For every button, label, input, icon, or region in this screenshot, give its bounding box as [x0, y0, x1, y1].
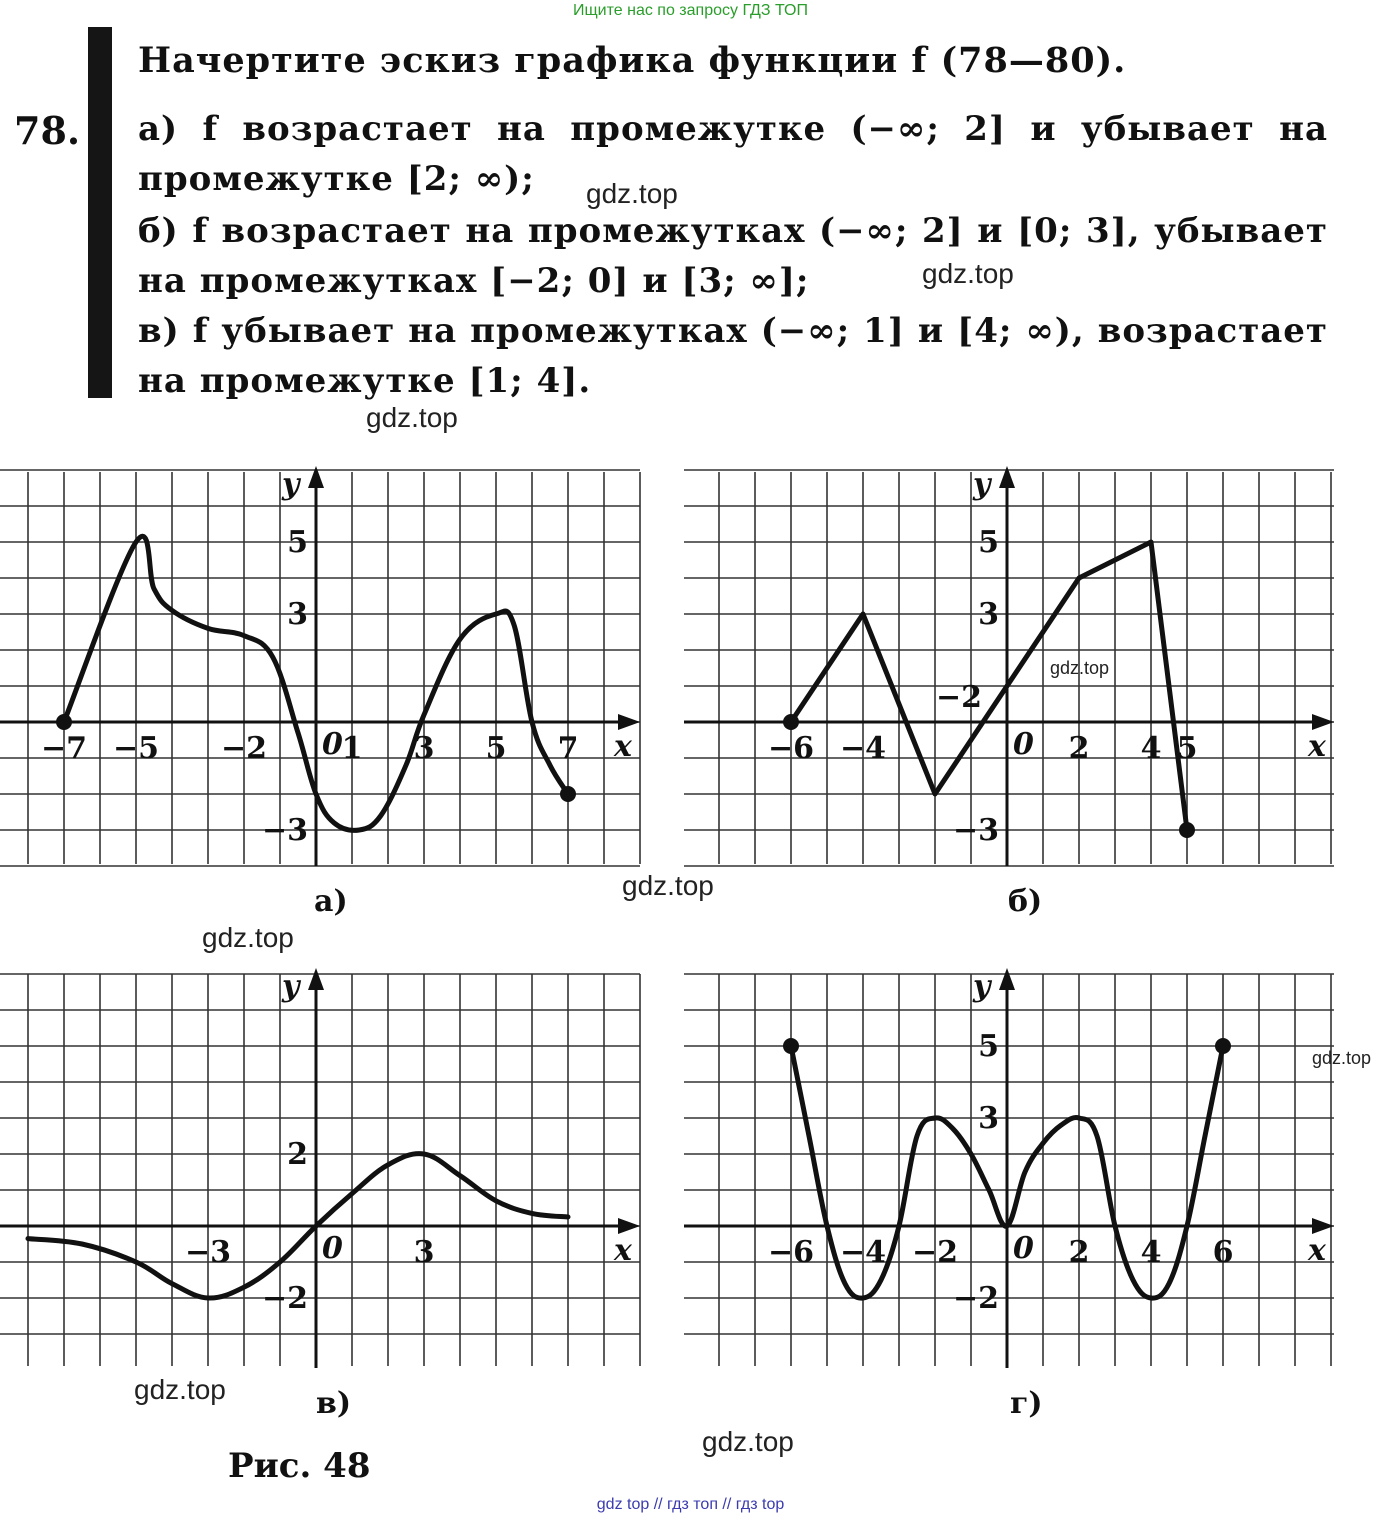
x-tick-label: 2 [1068, 731, 1090, 766]
x-tick-label: −6 [767, 1235, 815, 1270]
endpoint-dot [1179, 822, 1195, 838]
y-tick-label: 5 [287, 525, 308, 560]
graph-b-caption: б) [1008, 884, 1043, 919]
x-tick-label: 1 [341, 731, 363, 766]
y-tick-label: 5 [978, 1029, 999, 1064]
x-tick-label: 6 [1212, 1235, 1234, 1270]
x-axis-arrow [618, 1218, 640, 1234]
extra-label: −2 [935, 679, 983, 715]
endpoint-dot [560, 786, 576, 802]
y-axis-label: y [973, 467, 991, 502]
origin-label: 0 [322, 727, 343, 762]
x-tick-label: 5 [485, 731, 507, 766]
task-item-c: в) f убывает на промежутках (−∞; 1] и [4; ∞), возрастает на промежутке [1; 4]. [138, 311, 1328, 401]
watermark: gdz.top [134, 1374, 226, 1405]
graph-b [684, 466, 1334, 866]
task-heading: Начертите эскиз графика функции f (78—80). [138, 40, 1127, 81]
problem-number: 78. [14, 108, 81, 153]
y-axis-arrow [999, 968, 1015, 990]
x-tick-label: −4 [839, 1235, 887, 1270]
x-axis-label: x [614, 729, 632, 764]
section-marker-bar [88, 27, 112, 398]
graph-c-caption: в) [316, 1386, 352, 1421]
x-tick-label: −3 [184, 1235, 232, 1270]
y-tick-label: 2 [287, 1137, 308, 1172]
x-axis-label: x [614, 1233, 632, 1268]
origin-label: 0 [1013, 1231, 1034, 1266]
graph-c [0, 968, 640, 1368]
y-axis-label: y [973, 969, 991, 1004]
x-axis-label: x [1308, 729, 1326, 764]
y-tick-label: 3 [978, 597, 999, 632]
x-tick-label: −7 [40, 731, 88, 766]
y-tick-label: −3 [261, 813, 308, 848]
x-tick-label: −5 [112, 731, 160, 766]
x-tick-label: 2 [1068, 1235, 1090, 1270]
x-axis-label: x [1308, 1233, 1326, 1268]
y-axis-arrow [308, 968, 324, 990]
y-tick-label: 3 [287, 597, 308, 632]
y-axis-label: y [282, 467, 300, 502]
y-tick-label: 5 [978, 525, 999, 560]
watermark: gdz.top [702, 1426, 794, 1457]
x-tick-label: 5 [1176, 731, 1198, 766]
endpoint-dot [56, 714, 72, 730]
origin-label: 0 [322, 1231, 343, 1266]
x-tick-label: −6 [767, 731, 815, 766]
y-axis-label: y [282, 969, 300, 1004]
watermark: gdz.top [1050, 658, 1110, 678]
origin-label: 0 [1013, 727, 1034, 762]
bottom-links[interactable]: gdz top // гдз топ // гдз top [596, 1496, 785, 1513]
grid [0, 974, 640, 1366]
figure-caption: Рис. 48 [228, 1446, 371, 1486]
watermark: gdz.top [622, 870, 714, 901]
endpoint-dot [1215, 1038, 1231, 1054]
x-tick-label: −4 [839, 731, 887, 766]
graph-d [684, 968, 1334, 1368]
x-tick-label: 4 [1140, 731, 1162, 766]
x-tick-label: −2 [911, 1235, 959, 1270]
y-tick-label: −2 [952, 1281, 999, 1316]
watermark: gdz.top [202, 922, 294, 953]
graph-d-caption: г) [1010, 1386, 1043, 1421]
y-tick-label: 3 [978, 1101, 999, 1136]
x-axis-arrow [618, 714, 640, 730]
x-tick-label: 3 [413, 1235, 435, 1270]
endpoint-dot [783, 714, 799, 730]
x-tick-label: −2 [220, 731, 268, 766]
grid [684, 470, 1334, 866]
watermark: gdz.top [366, 402, 458, 433]
x-tick-label: 4 [1140, 1235, 1162, 1270]
graph-a [0, 466, 640, 866]
watermark: gdz.top [1312, 1048, 1372, 1068]
grid [684, 974, 1334, 1366]
graph-a-caption: а) [314, 884, 348, 919]
x-tick-label: 3 [413, 731, 435, 766]
y-tick-label: −2 [261, 1281, 308, 1316]
top-search-link[interactable]: Ищите нас по запросу ГДЗ ТОП [573, 2, 808, 19]
task-item-a: а) f возрастает на промежутке (−∞; 2] и убывает на промежутке [2; ∞); [138, 109, 1328, 199]
y-tick-label: −3 [952, 813, 999, 848]
endpoint-dot [783, 1038, 799, 1054]
watermark: gdz.top [586, 178, 678, 209]
watermark: gdz.top [922, 258, 1014, 289]
x-tick-label: 7 [557, 731, 579, 766]
task-item-b: б) f возрастает на промежутках (−∞; 2] и [0; 3], убывает на промежутках [−2; 0] и [3; ∞]; [138, 211, 1328, 301]
